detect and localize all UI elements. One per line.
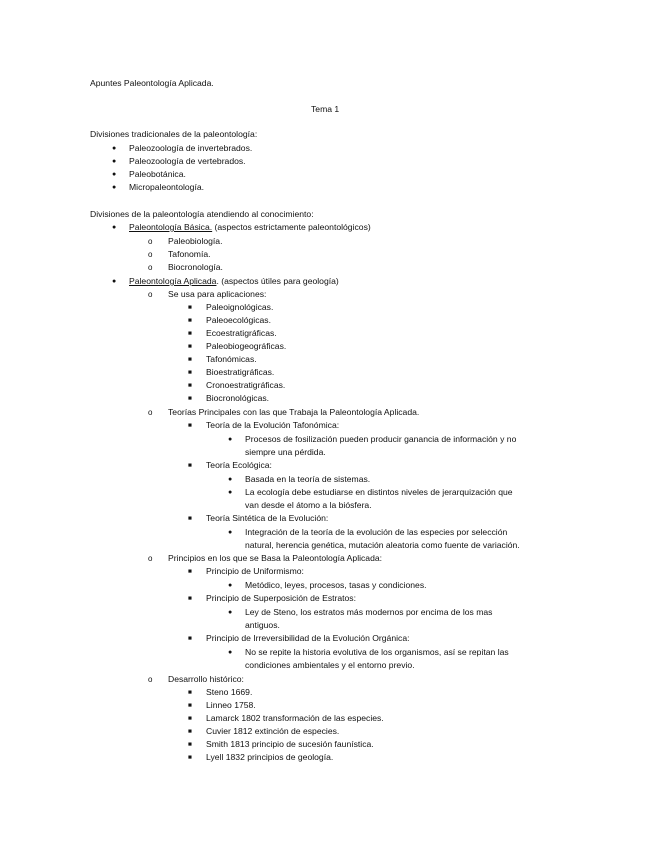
list-item: Integración de la teoría de la evolución de las especies por selección	[245, 527, 508, 537]
bullet-square: ■	[188, 715, 192, 722]
bullet-circle: o	[148, 250, 153, 259]
list-item: Paleoignológicas.	[206, 302, 274, 312]
list-item: Cronoestratigráficas.	[206, 380, 286, 390]
bullet-square: ■	[188, 422, 192, 429]
bullet-disc: ●	[112, 158, 117, 165]
list-item-cont: antiguos.	[245, 620, 280, 630]
bullet-disc: ●	[228, 436, 233, 443]
bullet-square: ■	[188, 689, 192, 696]
bullet-square: ■	[188, 728, 192, 735]
list-item: Ley de Steno, los estratos más modernos por encima de los mas	[245, 607, 493, 617]
bullet-circle: o	[148, 675, 153, 684]
document-title: Apuntes Paleontología Aplicada.	[90, 78, 214, 88]
principio-uniformismo-title: Principio de Uniformismo:	[206, 566, 304, 576]
bullet-disc: ●	[228, 529, 233, 536]
bullet-square: ■	[188, 462, 192, 469]
list-item: Lamarck 1802 transformación de las especies.	[206, 713, 384, 723]
list-item: Smith 1813 principio de sucesión faunística.	[206, 739, 374, 749]
list-item: Procesos de fosilización pueden producir ganancia de información y no	[245, 434, 517, 444]
aplicada-line	[129, 276, 339, 287]
bullet-disc: ●	[112, 224, 117, 231]
list-item: Biocronológicas.	[206, 393, 270, 403]
list-item: Paleobotánica.	[129, 169, 186, 179]
list-item-cont: siempre una pérdida.	[245, 447, 326, 457]
bullet-square: ■	[188, 382, 192, 389]
basica-label: Paleontología Básica.	[129, 222, 213, 232]
bullet-disc: ●	[228, 489, 233, 496]
list-item: Steno 1669.	[206, 687, 253, 697]
list-item: Ecoestratigráficas.	[206, 328, 277, 338]
bullet-square: ■	[188, 343, 192, 350]
principios-title: Principios en los que se Basa la Paleontología Aplicada:	[168, 553, 383, 563]
bullet-square: ■	[188, 568, 192, 575]
basica-note: (aspectos estrictamente paleontológicos)	[212, 222, 371, 232]
principio-irreversibilidad-title: Principio de Irreversibilidad de la Evolución Orgánica:	[206, 633, 410, 643]
bullet-square: ■	[188, 395, 192, 402]
list-item: Tafonómicas.	[206, 354, 257, 364]
list-item: Paleozoología de invertebrados.	[129, 143, 253, 153]
list-item: Bioestratigráficas.	[206, 367, 275, 377]
list-item: Lyell 1832 principios de geología.	[206, 752, 334, 762]
principio-superposicion-title: Principio de Superposición de Estratos:	[206, 593, 356, 603]
teoria-tafonomica-title: Teoría de la Evolución Tafonómica:	[206, 420, 340, 430]
list-item-cont: natural, herencia genética, mutación aleatoria como fuente de variación.	[245, 540, 520, 550]
bullet-circle: o	[148, 554, 153, 563]
bullet-square: ■	[188, 754, 192, 761]
bullet-circle: o	[148, 237, 153, 246]
bullet-disc: ●	[112, 184, 117, 191]
list-item: Micropaleontología.	[129, 182, 205, 192]
bullet-disc: ●	[112, 171, 117, 178]
sec1-title: Divisiones tradicionales de la paleontología:	[90, 129, 258, 139]
list-item: Cuvier 1812 extinción de especies.	[206, 726, 340, 736]
usos-title: Se usa para aplicaciones:	[168, 289, 267, 299]
bullet-disc: ●	[228, 476, 233, 483]
list-item-cont: condiciones ambientales y el entorno previo.	[245, 660, 415, 670]
bullet-square: ■	[188, 356, 192, 363]
bullet-circle: o	[148, 263, 153, 272]
basica-line	[129, 222, 371, 233]
bullet-disc: ●	[112, 278, 117, 285]
bullet-square: ■	[188, 304, 192, 311]
list-item: Linneo 1758.	[206, 700, 256, 710]
bullet-square: ■	[188, 515, 192, 522]
bullet-circle: o	[148, 408, 153, 417]
list-item: Paleozoología de vertebrados.	[129, 156, 246, 166]
teoria-sintetica-title: Teoría Sintética de la Evolución:	[206, 513, 329, 523]
bullet-circle: o	[148, 290, 153, 299]
list-item: Paleobiología.	[168, 236, 223, 246]
bullet-square: ■	[188, 595, 192, 602]
list-item: Paleobiogeográficas.	[206, 341, 287, 351]
bullet-disc: ●	[228, 609, 233, 616]
aplicada-note: . (aspectos útiles para geología)	[216, 276, 339, 286]
bullet-square: ■	[188, 317, 192, 324]
desarrollo-title: Desarrollo histórico:	[168, 674, 244, 684]
bullet-square: ■	[188, 741, 192, 748]
bullet-square: ■	[188, 635, 192, 642]
teoria-ecologica-title: Teoría Ecológica:	[206, 460, 272, 470]
bullet-disc: ●	[112, 145, 117, 152]
list-item: Paleoecológicas.	[206, 315, 271, 325]
list-item: Tafonomía.	[168, 249, 211, 259]
list-item: No se repite la historia evolutiva de los organismos, así se repitan las	[245, 647, 509, 657]
list-item: Metódico, leyes, procesos, tasas y condiciones.	[245, 580, 427, 590]
bullet-square: ■	[188, 369, 192, 376]
section-heading: Tema 1	[311, 104, 340, 114]
aplicada-label: Paleontología Aplicada	[129, 276, 217, 286]
list-item: Basada en la teoría de sistemas.	[245, 474, 371, 484]
sec2-title: Divisiones de la paleontología atendiendo al conocimiento:	[90, 209, 314, 219]
list-item-cont: van desde el átomo a la biósfera.	[245, 500, 372, 510]
bullet-square: ■	[188, 702, 192, 709]
bullet-disc: ●	[228, 649, 233, 656]
teorias-title: Teorías Principales con las que Trabaja la Paleontología Aplicada.	[168, 407, 420, 417]
list-item: La ecología debe estudiarse en distintos niveles de jerarquización que	[245, 487, 513, 497]
list-item: Biocronología.	[168, 262, 223, 272]
bullet-square: ■	[188, 330, 192, 337]
bullet-disc: ●	[228, 582, 233, 589]
